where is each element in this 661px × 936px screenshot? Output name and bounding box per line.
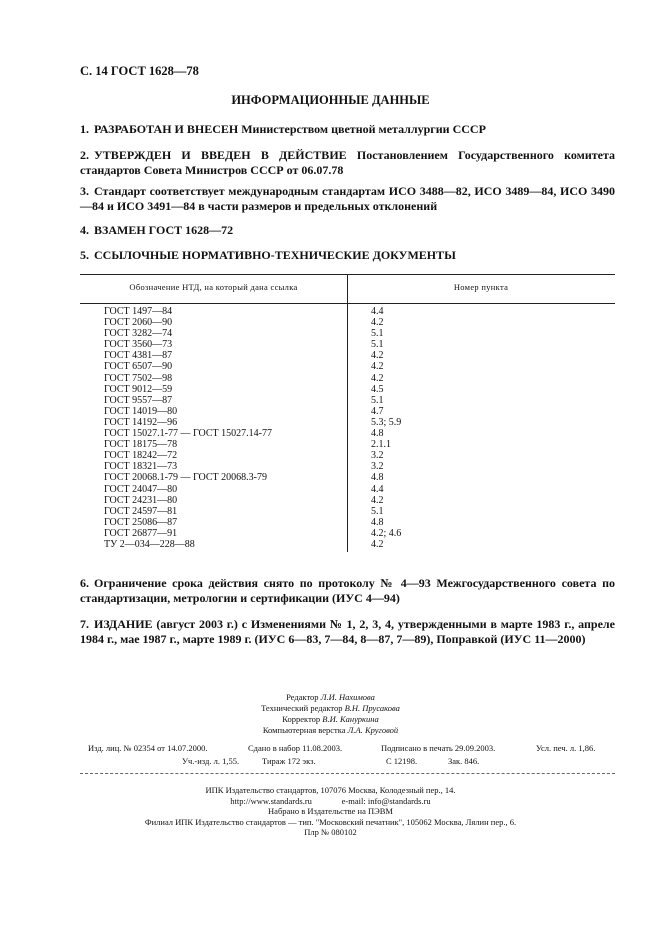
item-text: ИЗДАНИЕ (август 2003 г.) с Изменениями № 1, 2, 3, 4, утвержденными в марте 1983 г., апреле 1984 г., мае 1987 г., марте 1989 г. (ИУС 6—83, 7—84, 8—87, 7—89), Поправкой (ИУС 11—2000)	[80, 617, 615, 646]
table-header-designation: Обозначение НТД, на который дана ссылка	[129, 282, 298, 292]
table-cell-clause: 4.2	[371, 361, 384, 373]
item-text: ССЫЛОЧНЫЕ НОРМАТИВНО-ТЕХНИЧЕСКИЕ ДОКУМЕНТЫ	[94, 248, 456, 262]
info-item-6	[80, 576, 615, 606]
page-header: С. 14 ГОСТ 1628—78	[80, 64, 199, 78]
table-cell-clause: 5.3; 5.9	[371, 416, 402, 428]
publisher-typeset-note: Набрано в Издательстве на ПЭВМ	[268, 806, 393, 816]
table-cell-clause: 5.1	[371, 505, 384, 517]
item-text: Ограничение срока действия снято по протоколу № 4—93 Межгосударственного совета по стандартизации, метрологии и сертификации (ИУС 4—94)	[80, 576, 615, 605]
publisher-email: e-mail: info@standards.ru	[341, 795, 431, 806]
table-cell-designation: ГОСТ 7502—98	[104, 372, 173, 384]
table-cell-designation: ГОСТ 15027.1-77 — ГОСТ 15027.14-77	[104, 428, 272, 440]
table-cell-designation: ГОСТ 24597—81	[104, 505, 178, 517]
table-cell-clause: 4.4	[371, 483, 384, 495]
table-cell-designation: ГОСТ 24231—80	[104, 494, 178, 506]
table-cell-designation: ГОСТ 9012—59	[104, 383, 173, 395]
item-number: 2.	[80, 148, 89, 162]
publisher-block	[0, 785, 661, 838]
table-cell-designation: ГОСТ 26877—91	[104, 527, 178, 539]
table-cell-clause: 4.4	[371, 306, 384, 317]
imprint-print-sheets: Усл. печ. л. 1,86.	[536, 743, 596, 753]
table-cell-clause: 2.1.1	[371, 439, 391, 451]
table-clauses	[371, 306, 401, 550]
table-cell-clause: 4.8	[371, 516, 384, 528]
table-cell-clause: 4.2	[371, 350, 384, 362]
table-cell-designation: ГОСТ 9557—87	[104, 394, 173, 406]
credit-layout: Компьютерная верстка Л.А. Круговой	[262, 725, 399, 735]
table-cell-clause: 5.1	[371, 339, 384, 351]
table-cell-clause: 5.1	[371, 328, 384, 340]
table-cell-designation: ГОСТ 14192—96	[104, 416, 178, 428]
table-cell-clause: 3.2	[371, 450, 384, 462]
page-title: ИНФОРМАЦИОННЫЕ ДАННЫЕ	[231, 93, 430, 107]
table-header-clause: Номер пункта	[453, 282, 509, 292]
table-cell-designation: ГОСТ 14019—80	[104, 405, 178, 417]
item-number: 7.	[80, 617, 89, 631]
table-cell-clause: 4.2	[371, 494, 384, 506]
publisher-web: http://www.standards.ru	[230, 795, 312, 806]
table-cell-clause: 4.8	[371, 428, 384, 440]
table-cell-designation: ГОСТ 20068.1-79 — ГОСТ 20068.3-79	[104, 472, 267, 484]
imprint-run: Тираж 172 экз.	[262, 756, 316, 766]
table-cell-clause: 4.2	[371, 317, 384, 329]
imprint-pub-sheets: Уч.-изд. л. 1,55.	[182, 756, 240, 766]
item-number: 5.	[80, 248, 89, 262]
info-item-2	[80, 148, 615, 178]
table-cell-designation: ТУ 2—034—228—88	[104, 538, 195, 550]
table-cell-clause: 4.8	[371, 472, 384, 484]
imprint-typeset: Сдано в набор 11.08.2003.	[248, 743, 343, 753]
table-cell-designation: ГОСТ 2060—90	[104, 317, 173, 329]
item-text: УТВЕРЖДЕН И ВВЕДЕН В ДЕЙСТВИЕ Постановлением Государственного комитета стандартов Совета Министров СССР от 06.07.78	[80, 148, 615, 177]
table-cell-clause: 4.2	[371, 538, 384, 550]
publisher-branch: Филиал ИПК Издательство стандартов — тип. "Московский печатник", 105062 Москва, Лялин пер., 6.	[144, 816, 517, 827]
info-item-3	[80, 184, 615, 214]
table-cell-designation: ГОСТ 25086—87	[104, 516, 178, 528]
item-number: 1.	[80, 122, 89, 136]
publisher-plr: Плр № 080102	[304, 827, 357, 837]
item-text: ВЗАМЕН ГОСТ 1628—72	[94, 223, 234, 237]
info-item-4	[80, 223, 615, 238]
table-cell-designation: ГОСТ 18175—78	[104, 439, 178, 451]
item-number: 6.	[80, 576, 89, 590]
imprint-license: Изд. лиц. № 02354 от 14.07.2000.	[88, 743, 208, 753]
table-cell-designation: ГОСТ 4381—87	[104, 350, 173, 362]
table-designations	[104, 306, 272, 550]
imprint-divider	[80, 773, 615, 774]
item-text: РАЗРАБОТАН И ВНЕСЕН Министерством цветной металлургии СССР	[94, 122, 486, 136]
item-text: Стандарт соответствует международным стандартам ИСО 3488—82, ИСО 3489—84, ИСО 3490—84 и ИСО 3491—84 в части размеров и предельных отклонений	[80, 184, 615, 213]
publisher-address: ИПК Издательство стандартов, 107076 Москва, Колодезный пер., 14.	[205, 785, 456, 795]
table-cell-designation: ГОСТ 18242—72	[104, 450, 178, 462]
imprint-signed: Подписано в печать 29.09.2003.	[381, 743, 496, 753]
credits-block	[0, 692, 661, 736]
credit-editor: Редактор Л.И. Нахимова	[286, 692, 375, 702]
table-column-divider-body	[347, 303, 348, 552]
table-cell-designation: ГОСТ 24047—80	[104, 483, 178, 495]
table-cell-clause: 4.2; 4.6	[371, 527, 402, 539]
publisher-contacts	[0, 796, 661, 807]
table-cell-designation: ГОСТ 3560—73	[104, 339, 173, 351]
table-cell-designation: ГОСТ 3282—74	[104, 328, 173, 340]
table-cell-clause: 4.2	[371, 372, 384, 384]
info-item-7	[80, 617, 615, 647]
table-cell-clause: 5.1	[371, 394, 384, 406]
info-item-5	[80, 248, 615, 263]
table-cell-designation: ГОСТ 1497—84	[104, 306, 173, 317]
imprint-zak: Зак. 846.	[448, 756, 480, 766]
table-cell-clause: 4.7	[371, 405, 384, 417]
table-cell-clause: 3.2	[371, 461, 384, 473]
table-cell-designation: ГОСТ 6507—90	[104, 361, 173, 373]
imprint-order: С 12198.	[386, 756, 418, 766]
item-number: 3.	[80, 184, 89, 198]
table-cell-designation: ГОСТ 18321—73	[104, 461, 178, 473]
table-cell-clause: 4.5	[371, 383, 384, 395]
credit-corrector: Корректор В.И. Кануркина	[282, 714, 379, 724]
credit-tech-editor: Технический редактор В.Н. Прусакова	[261, 703, 400, 713]
info-item-1	[80, 122, 615, 137]
item-number: 4.	[80, 223, 89, 237]
